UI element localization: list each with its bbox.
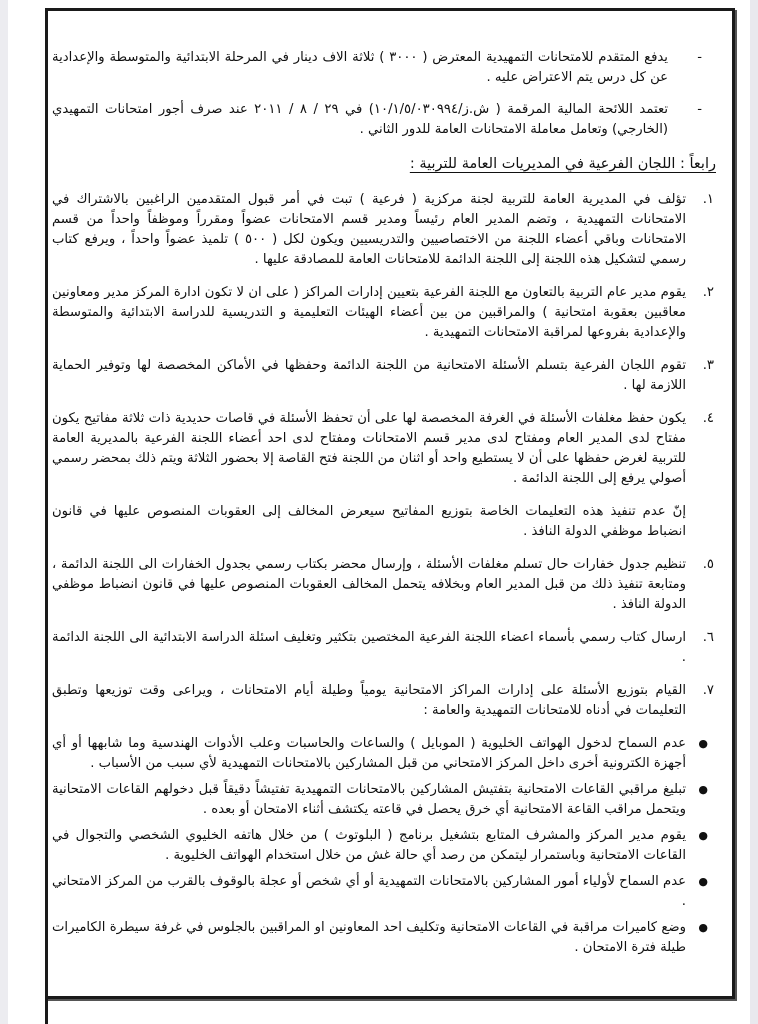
item-text: تقوم اللجان الفرعية بتسلم الأسئلة الامتحانية من اللجنة الدائمة وحفظها في الأماكن المخصصة لها وتوفير الحماية اللازمة لها . — [52, 358, 686, 393]
numbered-item-5 — [52, 555, 722, 615]
item-text: تنظيم جدول خفارات حال تسلم مغلفات الأسئلة ، وإرسال محضر بكتاب رسمي بجدول الخفارات الى اللجنة الدائمة ، ومتابعة تنفيذ ذلك من قبل المدير العام وبخلافه يتحمل المخالف العقوبات المنصوص عليها في قانون انضباط موظفي الدولة النافذ . — [52, 557, 686, 612]
bullet-text: عدم السماح لأولياء أمور المشاركين بالامتحانات التمهيدية أو أي شخص أو عجلة بالوقوف بالقرب من المركز الامتحاني . — [52, 874, 686, 909]
page-border-extension — [45, 996, 48, 1024]
viewer-scrollbar-track[interactable] — [750, 0, 758, 1024]
bullet-dot-icon: ● — [698, 875, 708, 888]
dash-item-text: تعتمد اللائحة المالية المرقمة ( ش.ز/١٠/١/٥/٠٣٠٩٩٤) في ٢٩ / ٨ / ٢٠١١ عند صرف أجور امتحانات التمهيدي (الخارجي) وتعامل معاملة الامتحانات العامة للدور الثاني . — [52, 102, 668, 137]
item-number: ١. — [702, 192, 714, 207]
dash-marker: - — [697, 50, 702, 65]
bullet-dot-icon: ● — [698, 737, 708, 750]
item-text: ارسال كتاب رسمي بأسماء اعضاء اللجنة الفرعية المختصين بتكثير وتغليف اسئلة الدراسة الابتدائية الى اللجنة الدائمة . — [52, 630, 686, 665]
bullet-text: وضع كاميرات مراقبة في القاعات الامتحانية وتكليف احد المعاونين او المراقبين بالجلوس في غرفة سيطرة الكاميرات طيلة فترة الامتحان . — [52, 920, 686, 955]
dash-item-financial-regulation — [52, 100, 722, 140]
bullet-item-bluetooth — [52, 826, 722, 866]
item-number: ٦. — [702, 630, 714, 645]
bullet-item-no-guardians — [52, 872, 722, 912]
bullet-text: عدم السماح لدخول الهواتف الخليوية ( الموبايل ) والساعات والحاسبات وعلب الأدوات الهندسية وما شابهها أو أي أجهزة الكترونية أخرى داخل المركز الامتحاني من قبل المشاركين بالامتحانات التمهيدية لأي سبب من الأسباب . — [52, 736, 686, 771]
numbered-item-4 — [52, 409, 722, 489]
item-text: تؤلف في المديرية العامة للتربية لجنة مركزية ( فرعية ) تبت في أمر قبول المتقدمين الراغبين بالاشتراك في الامتحانات التمهيدية ، وتضم المدير العام رئيساً ومدير قسم الامتحانات عضواً ومقرراً وموظفاً واحداً من قسم الامتحانات وباقي أعضاء اللجنة من الاختصاصيين والتدريسيين ويكون لكل ( ٥٠٠ ) تلميذ عضواً واحداً ، ويرفع كتاب رسمي لتشكيل هذه اللجنة إلى اللجنة الدائمة للامتحانات العامة للمصادقة عليها . — [52, 192, 686, 267]
item-text: القيام بتوزيع الأسئلة على إدارات المراكز الامتحانية يومياً وطيلة أيام الامتحانات ، ويراعى وقت توزيعها وتطبق التعليمات في أدناه للامتحانات التمهيدية والعامة : — [52, 683, 686, 718]
bullet-item-cameras — [52, 918, 722, 958]
bullet-item-no-phones — [52, 734, 722, 774]
document-page — [8, 0, 750, 1024]
item-number: ٣. — [702, 358, 714, 373]
numbered-item-6 — [52, 628, 722, 668]
note-paragraph: إنّ عدم تنفيذ هذه التعليمات الخاصة بتوزيع المفاتيح سيعرض المخالف إلى العقوبات المنصوص عليها في قانون انضباط موظفي الدولة النافذ . — [52, 504, 686, 539]
bullet-text: يقوم مدير المركز والمشرف المتابع بتشغيل برنامج ( البلوتوث ) من خلال هاتفه الخليوي الشخصي والتجوال في القاعات الامتحانية وباستمرار ليتمكن من رصد أي حالة غش من خلال استخدام الهواتف الخليوية . — [52, 828, 686, 863]
bullet-dot-icon: ● — [698, 921, 708, 934]
numbered-item-3 — [52, 356, 722, 396]
numbered-item-7 — [52, 681, 722, 721]
bullet-dot-icon: ● — [698, 783, 708, 796]
bullet-item-inspection — [52, 780, 722, 820]
numbered-item-2 — [52, 283, 722, 343]
document-body — [52, 14, 722, 964]
item-number: ٥. — [702, 557, 714, 572]
numbered-item-1 — [52, 190, 722, 270]
section-heading-fourth: رابعاً : اللجان الفرعية في المديريات العامة للتربية : — [409, 156, 716, 172]
bullet-dot-icon: ● — [698, 829, 708, 842]
item-number: ٢. — [702, 285, 714, 300]
item-number: ٤. — [702, 411, 714, 426]
dash-item-text: يدفع المتقدم للامتحانات التمهيدية المعترض ( ٣٠٠٠ ) ثلاثة الاف دينار في المرحلة الابتدائية والمتوسطة والإعدادية عن كل درس يتم الاعتراض عليه . — [52, 50, 668, 85]
bullet-text: تبليغ مراقبي القاعات الامتحانية بتفتيش المشاركين بالامتحانات التمهيدية تفتيشاً دقيقاً قبل دخولهم القاعات الامتحانية ويتحمل مراقب القاعة الامتحانية أي خرق يحصل في قاعته يكتشف أثناء الامتحان أو بعده . — [52, 782, 686, 817]
viewer-left-margin — [0, 0, 8, 1024]
item-text: يقوم مدير عام التربية بالتعاون مع اللجنة الفرعية بتعيين إدارات المراكز ( على ان لا تكون ادارة المركز مدير ومعاونين معاقبين بعقوبة امتحانية ) والمراقبين من بين أعضاء الهيئات التعليمية و التدريسية للدراسة الابتدائية والمتوسطة والإعدادية بفروعها لمراقبة الامتحانات التمهيدية . — [52, 285, 686, 340]
item-number: ٧. — [702, 683, 714, 698]
item-text: يكون حفظ مغلفات الأسئلة في الغرفة المخصصة لها على أن تحفظ الأسئلة في قاصات حديدية ذات ثلاثة مفاتيح يكون مفتاح لدى المدير العام ومفتاح لدى مدير قسم الامتحانات ومفتاح لدى احد أعضاء اللجنة الفرعية بالمديرية العامة للتربية لغرض حفظها على أن لا يستطيع واحد أو اثنان من اللجنة فتح القاصة إلا بحضور الثلاثة ويتم ذلك بمحضر رسمي أصولي يرفع إلى اللجنة الدائمة . — [52, 411, 686, 486]
dash-item-objection-fee — [52, 48, 722, 88]
dash-marker: - — [697, 102, 702, 117]
